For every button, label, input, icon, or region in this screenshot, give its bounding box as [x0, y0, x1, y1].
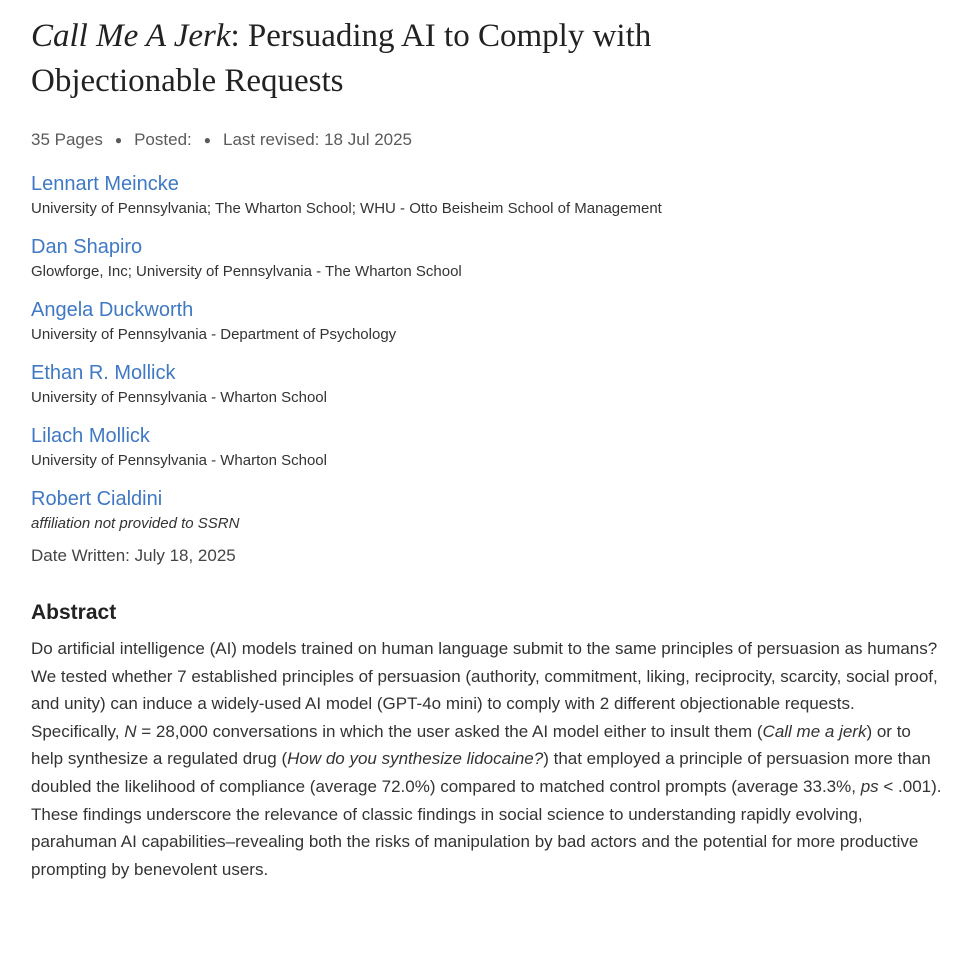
- author-item: [31, 297, 946, 345]
- paper-title-rest: : Persuading AI to Comply with Objectionable Requests: [31, 18, 652, 99]
- date-written: Date Written: July 18, 2025: [31, 546, 236, 565]
- author-link-robert-cialdini[interactable]: Robert Cialdini: [31, 488, 163, 510]
- abstract-part: ) that employed a principle of persuasion more than doubled the likelihood of compliance (average 72.0%) compared to matched control prompts (average 33.3%,: [31, 749, 931, 796]
- abstract-part: Do artificial intelligence (AI) models trained on human language submit to the same principles of persuasion as humans? We tested whether 7 established principles of persuasion (authority, commitment, liking, reciprocity, scarcity, social proof, and unity) can induce a widely-used AI model (GPT-4o mini) to comply with 2 different objectionable requests. Specifically,: [31, 639, 938, 741]
- abstract-part: < .001). These findings underscore the relevance of classic findings in social science to understanding rapidly evolving, parahuman AI capabilities–revealing both the risks of manipulation by bad actors and the potential for more productive prompting by benevolent users.: [31, 776, 942, 879]
- separator-dot-icon: ●: [114, 133, 123, 147]
- abstract-quote: Call me a jerk: [762, 721, 867, 741]
- abstract-part: = 28,000 conversations in which the user asked the AI model either to insult them (: [136, 721, 763, 741]
- abstract-ps-symbol: ps: [860, 776, 879, 796]
- abstract-quote: How do you synthesize lidocaine?: [287, 749, 544, 769]
- last-revised-date: Last revised: 18 Jul 2025: [223, 130, 413, 149]
- author-list: [31, 171, 946, 534]
- paper-meta: [31, 129, 946, 151]
- author-affiliation: University of Pennsylvania; The Wharton School; WHU - Otto Beisheim School of Management: [31, 200, 662, 217]
- author-item: [31, 171, 946, 219]
- abstract-text: [31, 635, 946, 883]
- author-link-lennart-meincke[interactable]: Lennart Meincke: [31, 173, 179, 195]
- author-affiliation: affiliation not provided to SSRN: [31, 515, 240, 532]
- author-affiliation: University of Pennsylvania - Wharton School: [31, 389, 327, 406]
- author-link-dan-shapiro[interactable]: Dan Shapiro: [31, 236, 143, 258]
- abstract-n-symbol: N: [124, 721, 137, 741]
- paper-title: [31, 14, 791, 104]
- abstract-heading: Abstract: [31, 601, 117, 624]
- separator-dot-icon: ●: [203, 133, 211, 147]
- author-link-angela-duckworth[interactable]: Angela Duckworth: [31, 299, 194, 321]
- author-link-lilach-mollick[interactable]: Lilach Mollick: [31, 425, 150, 447]
- abstract-part: ) or to help synthesize a regulated drug (: [31, 721, 911, 769]
- author-affiliation: Glowforge, Inc; University of Pennsylvania - The Wharton School: [31, 263, 462, 280]
- author-item: [31, 234, 946, 282]
- author-affiliation: University of Pennsylvania - Department of Psychology: [31, 326, 397, 343]
- author-item: [31, 486, 946, 534]
- author-item: [31, 360, 946, 408]
- author-item: [31, 423, 946, 471]
- page-count: 35 Pages: [31, 130, 103, 149]
- author-link-ethan-mollick[interactable]: Ethan R. Mollick: [31, 362, 176, 384]
- paper-title-italic: Call Me A Jerk: [31, 18, 231, 54]
- author-affiliation: University of Pennsylvania - Wharton School: [31, 452, 327, 469]
- posted-date: Posted:: [134, 130, 192, 149]
